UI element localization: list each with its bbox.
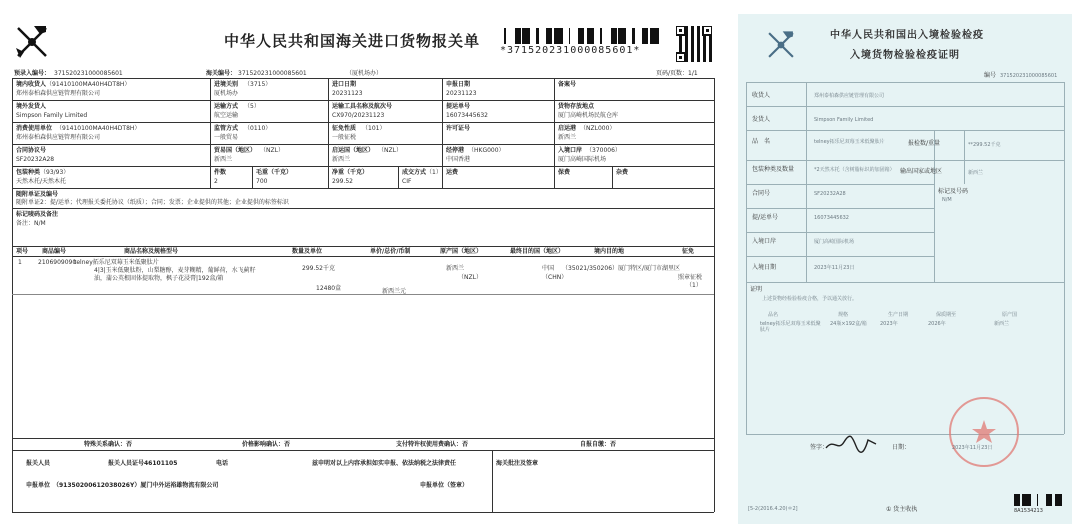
price-effect: 价格影响确认：否 [242,441,291,448]
via-port-code: （HKG000） [468,147,505,154]
trade-country-label: 贸易国（地区） [214,147,257,154]
entry-port-code: （3715） [244,81,272,88]
barcode [500,28,662,44]
origin-country-code: （NZL） [378,147,402,154]
inspection-certificate [738,14,1072,524]
consumer-name: 郑州泰柏森供应链管理有限公司 [16,134,101,141]
goods-dest-code: （CHN） [542,274,568,281]
cert-marks-label: 标记及号码 [938,188,969,195]
cert-row-label: 包装种类及数量 [752,166,795,173]
bill-no: 16073445632 [446,112,488,119]
deal-code: （1） [426,169,442,176]
origin-country-label: 启运国（地区） [332,147,375,154]
cert-table-cell: telney拓乐尼双莓玉米低聚肽片 [760,321,821,333]
pack-code: （93/93） [40,169,70,176]
goods-header-domestic: 境内目的地 [594,248,625,255]
record-no-label: 备案号 [558,81,577,88]
goods-domestic-dest: （35021/350206）厦门特区/厦门市湖里区 [562,265,681,272]
insurance-label: 保费 [558,169,571,176]
consumer-code: （91410100MA40H4DT8H） [56,125,141,132]
goods-header-name: 商品名称及规格型号 [124,248,179,255]
customs-declaration [6,8,720,524]
depart-port: 新西兰 [558,134,577,141]
goods-header-price: 单价/总价/币制 [370,248,411,255]
goods-levy: 照章征税 [678,274,703,281]
special-relation: 特殊关系确认：否 [84,441,133,448]
cert-marks-value: N/M [942,197,952,203]
storage: 厦门高崎机场民航仓库 [558,112,619,119]
cert-table-cell: 新西兰 [994,321,1010,327]
deal-label: 成交方式 [402,169,427,176]
marks-label: 标记唛码及备注 [16,211,59,218]
cert-row-value: 厦门高崎国际机场 [814,239,855,245]
goods-currency: 新西兰元 [382,288,407,295]
net: 299.52 [332,178,353,185]
transport-mode: 航空运输 [214,112,239,119]
cert-row-label: 收货人 [752,92,771,99]
cert-weight-label: 报检数/重量 [908,140,941,147]
freight-label: 运费 [446,169,459,176]
import-date-label: 进口日期 [332,81,357,88]
page-number: 页码/页数：1/1 [656,70,698,77]
customs-no-value: 371520231000085601 [238,70,307,77]
supervision: 一般贸易 [214,134,239,141]
cert-sign-label: 签字： [810,444,829,451]
import-date: 20231123 [332,90,363,97]
origin-country: 新西兰 [332,156,351,163]
overseas-shipper: Simpson Family Limited [16,112,88,119]
self-report: 自报自缴：否 [580,441,617,448]
cert-row-value: 郑州泰柏森供应链管理有限公司 [814,93,885,99]
declarant-label: 报关人员 [26,460,51,467]
barcode-number: *37152023100008​5601* [500,45,641,56]
consignee-label: 境内收货人 [16,81,47,88]
vehicle: CX970/20231123 [332,112,385,119]
declare-date-label: 申报日期 [446,81,471,88]
cert-table-header: 原产国 [1002,312,1018,318]
gross-label: 毛重（千克） [256,169,293,176]
goods-header-origin: 原产国（地区） [440,248,483,255]
customs-emblem-icon [12,22,52,62]
via-port-label: 经停港 [446,147,465,154]
cert-row-label: 发货人 [752,116,771,123]
goods-item-no: 1 [18,259,22,266]
goods-name-line2: 4|3|玉米低聚肽粉，山梨糖醇，麦芽糊精，葡鲜荷，水飞蓟籽 [94,267,256,274]
goods-dest-country: 中国 [542,265,555,272]
overseas-shipper-label: 境外发货人 [16,103,47,110]
cert-row-value: *2天然木托（含树脂标识的加固箱） [814,167,895,173]
phone-label: 电话 [216,460,229,467]
cert-table-header: 保质期至 [936,312,957,318]
levy-code: （101） [362,125,386,132]
goods-origin-code: （NZL） [458,274,482,281]
docs-text: 随附单证2：提/运单；代理报关委托协议（纸质）；合同；发票；企业提供的其他；企业提供的标签标识 [16,199,289,206]
legal-statement: 兹申明对以上内容承担如实申报、依法纳税之法律责任 [312,460,457,467]
declarant-cert: 报关人员证号46101105 [108,460,178,467]
cert-weight-value: **299.52千克 [968,142,1001,148]
cert-date-label: 日期： [892,444,911,451]
cert-barcode [1008,494,1064,506]
entry-point: 厦门高崎国际机场 [558,156,607,163]
cert-footer-left: [5-2(2016.4.20)＊2] [748,506,798,512]
pieces-label: 件数 [214,169,227,176]
cert-row-value: Simpson Family Limited [814,117,874,123]
cert-row-label: 提/运单号 [752,214,779,221]
goods-origin: 新西兰 [446,265,465,272]
declare-seal: 申报单位（签章） [420,482,469,489]
pre-entry-value: 371520231000085601 [54,70,123,77]
cert-row-label: 入境日期 [752,264,777,271]
cert-table-cell: 24瓶×192盒/箱 [830,321,867,327]
cert-table-header: 品名 [768,312,779,318]
entry-point-code: （370006） [586,147,621,154]
customs-site: （厦机场办） [346,70,383,77]
entry-point-label: 入境口岸 [558,147,583,154]
customs-note-label: 海关批注及签章 [496,460,539,467]
cert-date-value: 2023年11月23日 [952,445,993,451]
royalty-confirm: 支付特许权使用费确认：否 [396,441,469,448]
pieces: 2 [214,178,218,185]
trade-country: 新西兰 [214,156,233,163]
declare-unit: 申报单位 （91350200612038026Y）厦门中外运裕雄物流有限公司 [26,482,219,489]
pre-entry-label: 预录入编号： [14,70,51,77]
contract: SF20232A28 [16,156,55,163]
goods-header-hs: 商品编号 [42,248,67,255]
cert-row-label: 合同号 [752,190,771,197]
transport-mode-label: 运输方式 [214,103,239,110]
license-label: 许可证号 [446,125,471,132]
cert-table-header: 生产日期 [888,312,909,318]
cert-footer-serial: 8A1534213 [1014,508,1043,514]
goods-qty1: 299.52千克 [302,265,335,272]
consignee-code: （91410100MA40H4DT8H） [46,81,131,88]
ciq-emblem-icon [764,28,798,62]
transport-mode-code: （5） [244,103,260,110]
contract-label: 合同协议号 [16,147,47,154]
trade-country-code: （NZL） [260,147,284,154]
depart-port-code: （NZL000） [580,125,616,132]
cert-heading1: 中华人民共和国出入境检验检疫 [830,30,984,41]
docs-label: 随附单证及编号 [16,191,59,198]
customs-no-label: 海关编号： [206,70,237,77]
bill-label: 提运单号 [446,103,471,110]
pack-label: 包装种类 [16,169,41,176]
levy-label: 征免性质 [332,125,357,132]
cert-origin-label: 输出国家或地区 [900,168,943,175]
cert-row-value: SF20232A28 [814,191,846,197]
cert-number: 371520231000085601 [1000,73,1058,79]
consumer-label: 消费使用单位 [16,125,53,132]
cert-row-value: 2023年11月23日 [814,265,855,271]
cert-row-label: 入境口岸 [752,238,777,245]
declaration-title: 中华人民共和国海关进口货物报关单 [224,32,481,50]
goods-header-item: 项号 [16,248,29,255]
cert-number-label: 编号 [984,72,997,79]
goods-name-line3: 油，蒲公英根固体提取物，枫子花浸膏|192盒/箱 [94,275,224,282]
marks-text: 备注：N/M [16,220,46,227]
cert-table-header: 规格 [838,312,849,318]
goods-name-line1: telney拓乐尼双莓玉米低聚肽片 [74,259,159,266]
goods-header-qty: 数量及单位 [292,248,323,255]
cert-heading2: 入境货物检验检疫证明 [850,50,960,61]
vehicle-label: 运输工具名称及航次号 [332,103,393,110]
goods-header-dest: 最终目的国（地区） [510,248,565,255]
cert-table-cell: 2023年 [880,321,898,327]
goods-qty2: 12480盒 [316,285,342,292]
official-seal [946,394,1022,470]
cert-proof-label: 证明 [750,286,763,293]
supervision-code: （0110） [244,125,272,132]
gross: 700 [256,178,268,185]
levy: 一般征税 [332,134,357,141]
goods-header-levy: 征免 [682,248,695,255]
cert-origin-value: 新西兰 [968,170,984,176]
storage-label: 货物存放地点 [558,103,595,110]
cert-row-value: 16073445632 [814,215,849,221]
cert-footer-mid: ① 货主收执 [886,506,918,513]
cert-proof-text: 上述货物经检验检疫合格，予以通关放行。 [762,296,858,302]
goods-hs-code: 2106909090 [38,259,77,266]
cert-row-value: telney拓乐尼双莓玉米低聚肽片 [814,139,885,145]
entry-port-name: 厦机场办 [214,90,239,97]
qr-code [676,26,712,62]
cert-row-label: 品 名 [752,138,771,145]
cert-table-cell: 2026年 [928,321,946,327]
consignee-name: 郑州泰柏森供应链管理有限公司 [16,90,101,97]
declare-date: 20231123 [446,90,477,97]
via-port: 中国香港 [446,156,471,163]
goods-levy-code: （1） [686,282,702,289]
signature [824,432,878,456]
depart-port-label: 启运港 [558,125,577,132]
pack: 天然木托/天然木托 [16,178,67,185]
net-label: 净重（千克） [332,169,369,176]
misc-label: 杂费 [616,169,629,176]
deal: CIF [402,178,412,185]
supervision-label: 监管方式 [214,125,239,132]
entry-port-label: 进境关别 [214,81,239,88]
